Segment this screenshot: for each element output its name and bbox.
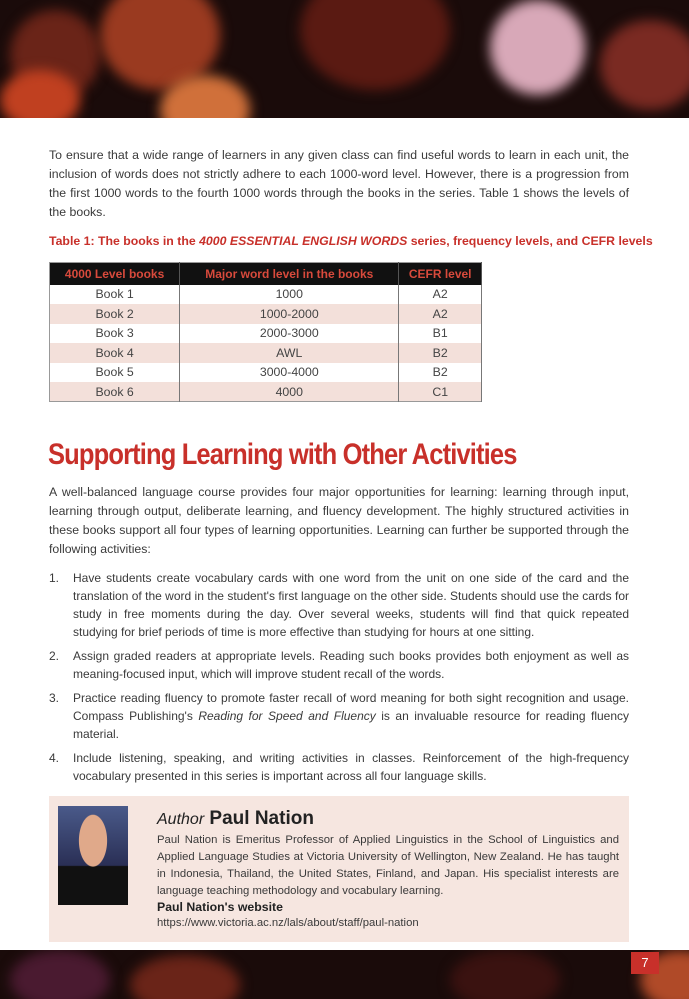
table-cell: 4000 bbox=[180, 382, 399, 402]
list-text: is an invaluable resource for reading fluency material. bbox=[73, 709, 630, 741]
table-cell: B2 bbox=[399, 363, 482, 383]
footer-bokeh-image bbox=[0, 950, 689, 999]
website-url[interactable]: https://www.victoria.ac.nz/lals/about/staff/paul-nation bbox=[157, 917, 419, 929]
table-header: CEFR level bbox=[399, 263, 482, 285]
table-row bbox=[50, 285, 482, 305]
table-row bbox=[50, 304, 482, 324]
list-item bbox=[49, 647, 629, 683]
table-cell: Book 6 bbox=[50, 382, 180, 402]
table-row bbox=[50, 363, 482, 383]
table-cell: 3000-4000 bbox=[180, 363, 399, 383]
list-text: Practice reading fluency to promote faster recall of word meaning for both sight recognition and usage. Compass Publishing's bbox=[73, 691, 629, 723]
table-cell: A2 bbox=[399, 285, 482, 305]
table-cell: Book 2 bbox=[50, 304, 180, 324]
table-cell: C1 bbox=[399, 382, 482, 402]
table-cell: Book 4 bbox=[50, 343, 180, 363]
table-header: Major word level in the books bbox=[180, 263, 399, 285]
list-text: Assign graded readers at appropriate levels. Reading such books provides both enjoyment as well as meaning-focused input, which will improve student recall of the words. bbox=[73, 649, 629, 681]
page-number: 7 bbox=[631, 952, 659, 974]
body-paragraph: A well-balanced language course provides four major opportunities for learning: learning through input, learning through output, deliberate learning, and fluency development. The highly structured activities in these books support all four types of learning opportunities. Learning can further be supported through the following activities: bbox=[49, 485, 629, 556]
list-text: Have students create vocabulary cards with one word from the unit on one side of the card and the translation of the word in the student's first language on the other side. Students should use the cards for study in free moments during the day. Over several weeks, students will find that quick repeated studying for brief periods of time is more effective than studying for hours at one sitting. bbox=[73, 571, 629, 639]
table-caption: Table 1: The books in the 4000 ESSENTIAL ENGLISH WORDS series, frequency levels, and CEFR levels bbox=[49, 234, 653, 248]
table-cell: Book 3 bbox=[50, 324, 180, 344]
table-row bbox=[50, 324, 482, 344]
author-bio: Paul Nation is Emeritus Professor of Applied Linguistics in the School of Linguistics and Applied Language Studies at Victoria University of Wellington, New Zealand. He has taught in Indonesia, Thailand, the United States, Finland, and Japan. His specialist interests are language teaching methodology and vocabulary learning. bbox=[157, 834, 619, 897]
table-cell: 1000 bbox=[180, 285, 399, 305]
table-cell: 1000-2000 bbox=[180, 304, 399, 324]
header-bokeh-image bbox=[0, 0, 689, 118]
table-cell: Book 1 bbox=[50, 285, 180, 305]
intro-paragraph: To ensure that a wide range of learners in any given class can find useful words to learn in each unit, the inclusion of words does not strictly adhere to each 1000-word level. However, there is a progression from the first 1000 words to the fourth 1000 words through the books in the series. Table 1 shows the levels of the books. bbox=[49, 148, 629, 219]
section-heading: Supporting Learning with Other Activities bbox=[48, 438, 517, 471]
book-levels-table bbox=[49, 262, 482, 402]
table-row bbox=[50, 382, 482, 402]
author-box bbox=[49, 796, 629, 942]
table-cell: Book 5 bbox=[50, 363, 180, 383]
table-cell: A2 bbox=[399, 304, 482, 324]
table-cell: B1 bbox=[399, 324, 482, 344]
list-number: 4. bbox=[49, 751, 60, 765]
author-heading: Author Paul Nation bbox=[157, 808, 314, 829]
table-cell: AWL bbox=[180, 343, 399, 363]
table-header: 4000 Level books bbox=[50, 263, 180, 285]
list-item bbox=[49, 569, 629, 641]
list-number: 3. bbox=[49, 691, 60, 705]
table-cell: B2 bbox=[399, 343, 482, 363]
website-label: Paul Nation's website bbox=[157, 900, 283, 914]
table-cell: 2000-3000 bbox=[180, 324, 399, 344]
table-row bbox=[50, 343, 482, 363]
list-number: 1. bbox=[49, 571, 60, 585]
author-photo bbox=[58, 806, 128, 905]
list-text: Include listening, speaking, and writing activities in classes. Reinforcement of the high-frequency vocabulary presented in this series is important across all four language skills. bbox=[73, 751, 629, 783]
list-item bbox=[49, 749, 629, 785]
activity-list bbox=[49, 569, 629, 791]
list-number: 2. bbox=[49, 649, 60, 663]
list-item bbox=[49, 689, 629, 743]
book-title: Reading for Speed and Fluency bbox=[198, 709, 376, 723]
